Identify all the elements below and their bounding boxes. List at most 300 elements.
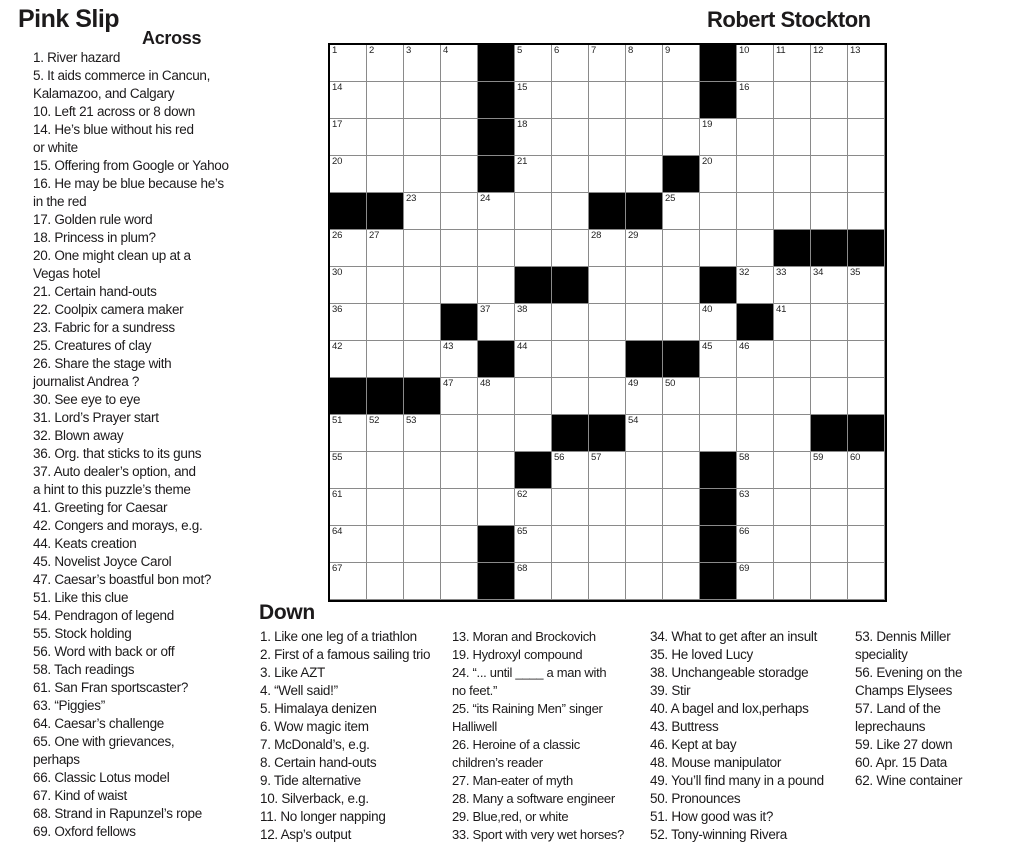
grid-cell[interactable]	[737, 267, 774, 304]
grid-cell[interactable]	[515, 230, 552, 267]
clue-line: 56. Evening on the	[855, 665, 963, 680]
clue-line: 25. Creatures of clay	[33, 338, 152, 353]
grid-cell[interactable]	[330, 156, 367, 193]
grid-cell-black	[848, 230, 885, 267]
clue-line: 50. Pronounces	[650, 791, 741, 806]
grid-cell[interactable]	[367, 452, 404, 489]
clue-line: 31. Lord’s Prayer start	[33, 410, 159, 425]
cell-number: 19	[702, 119, 713, 130]
grid-cell[interactable]	[515, 45, 552, 82]
grid-cell[interactable]	[515, 526, 552, 563]
grid-cell[interactable]	[589, 45, 626, 82]
grid-cell[interactable]	[700, 230, 737, 267]
clue-line: 26. Share the stage with	[33, 356, 172, 371]
grid-cell[interactable]	[811, 563, 848, 600]
clue-line: 21. Certain hand-outs	[33, 284, 157, 299]
grid-cell[interactable]	[663, 82, 700, 119]
grid-cell[interactable]	[404, 45, 441, 82]
grid-cell[interactable]	[663, 489, 700, 526]
grid-cell[interactable]	[330, 563, 367, 600]
grid-cell[interactable]	[626, 563, 663, 600]
grid-cell[interactable]	[737, 452, 774, 489]
grid-cell[interactable]	[663, 304, 700, 341]
grid-cell[interactable]	[811, 378, 848, 415]
grid-cell[interactable]	[737, 230, 774, 267]
cell-number: 42	[332, 341, 343, 352]
grid-cell[interactable]	[589, 230, 626, 267]
cell-number: 59	[813, 452, 824, 463]
grid-cell[interactable]	[404, 526, 441, 563]
cell-number: 48	[480, 378, 491, 389]
clue-line: 40. A bagel and lox,perhaps	[650, 701, 809, 716]
grid-cell[interactable]	[700, 119, 737, 156]
grid-cell[interactable]	[811, 304, 848, 341]
cell-number: 66	[739, 526, 750, 537]
grid-cell[interactable]	[737, 119, 774, 156]
grid-cell-black	[589, 415, 626, 452]
grid-cell[interactable]	[737, 489, 774, 526]
cell-number: 62	[517, 489, 528, 500]
grid-cell[interactable]	[515, 378, 552, 415]
grid-cell-black	[367, 193, 404, 230]
grid-cell[interactable]	[404, 452, 441, 489]
grid-cell[interactable]	[663, 193, 700, 230]
grid-cell-black	[700, 82, 737, 119]
cell-number: 18	[517, 119, 528, 130]
grid-cell[interactable]	[626, 526, 663, 563]
cell-number: 64	[332, 526, 343, 537]
cell-number: 54	[628, 415, 639, 426]
grid-cell[interactable]	[552, 230, 589, 267]
grid-cell[interactable]	[367, 415, 404, 452]
grid-cell[interactable]	[811, 489, 848, 526]
grid-cell[interactable]	[848, 156, 885, 193]
grid-cell[interactable]	[367, 45, 404, 82]
grid-cell[interactable]	[589, 341, 626, 378]
grid-cell[interactable]	[441, 45, 478, 82]
grid-cell[interactable]	[552, 526, 589, 563]
clue-line: 35. He loved Lucy	[650, 647, 753, 662]
grid-cell[interactable]	[626, 82, 663, 119]
grid-cell[interactable]	[552, 82, 589, 119]
cell-number: 60	[850, 452, 861, 463]
clue-line: 30. See eye to eye	[33, 392, 141, 407]
clue-line: 57. Land of the	[855, 701, 941, 716]
grid-cell[interactable]	[404, 341, 441, 378]
grid-cell[interactable]	[811, 452, 848, 489]
cell-number: 53	[406, 415, 417, 426]
grid-cell[interactable]	[552, 156, 589, 193]
clue-line: 27. Man-eater of myth	[452, 773, 573, 788]
clue-line: 54. Pendragon of legend	[33, 608, 174, 623]
grid-cell[interactable]	[811, 156, 848, 193]
grid-cell[interactable]	[330, 82, 367, 119]
grid-cell[interactable]	[774, 45, 811, 82]
grid-cell[interactable]	[811, 526, 848, 563]
grid-cell[interactable]	[404, 304, 441, 341]
grid-cell[interactable]	[663, 526, 700, 563]
grid-cell[interactable]	[330, 45, 367, 82]
cell-number: 14	[332, 82, 343, 93]
grid-cell[interactable]	[700, 304, 737, 341]
clue-line: 4. “Well said!”	[260, 683, 338, 698]
cell-number: 25	[665, 193, 676, 204]
cell-number: 40	[702, 304, 713, 315]
grid-cell[interactable]	[552, 304, 589, 341]
grid-cell[interactable]	[404, 267, 441, 304]
grid-cell[interactable]	[330, 489, 367, 526]
clue-line: 10. Left 21 across or 8 down	[33, 104, 195, 119]
cell-number: 63	[739, 489, 750, 500]
grid-cell[interactable]	[848, 341, 885, 378]
grid-cell[interactable]	[663, 378, 700, 415]
grid-cell[interactable]	[552, 193, 589, 230]
clue-line: 1. River hazard	[33, 50, 121, 65]
grid-cell[interactable]	[515, 119, 552, 156]
grid-cell-black	[330, 378, 367, 415]
clue-line: 25. “its Raining Men” singer	[452, 701, 603, 716]
cell-number: 33	[776, 267, 787, 278]
grid-cell[interactable]	[330, 452, 367, 489]
grid-cell[interactable]	[848, 526, 885, 563]
grid-cell[interactable]	[848, 563, 885, 600]
grid-cell[interactable]	[589, 563, 626, 600]
grid-cell[interactable]	[774, 267, 811, 304]
grid-cell[interactable]	[700, 378, 737, 415]
clue-line: 56. Word with back or off	[33, 644, 175, 659]
clue-line: 42. Congers and morays, e.g.	[33, 518, 203, 533]
grid-cell[interactable]	[774, 415, 811, 452]
grid-cell[interactable]	[737, 156, 774, 193]
grid-cell[interactable]	[330, 341, 367, 378]
clue-line: Kalamazoo, and Calgary	[33, 86, 175, 101]
grid-cell[interactable]	[737, 526, 774, 563]
grid-cell-black	[700, 489, 737, 526]
grid-cell[interactable]	[441, 230, 478, 267]
clue-line: 33. Sport with very wet horses?	[452, 827, 625, 842]
grid-cell[interactable]	[515, 563, 552, 600]
clue-line: 47. Caesar’s boastful bon mot?	[33, 572, 212, 587]
grid-cell[interactable]	[441, 193, 478, 230]
grid-cell[interactable]	[441, 452, 478, 489]
cell-number: 37	[480, 304, 491, 315]
grid-cell[interactable]	[441, 489, 478, 526]
grid-cell[interactable]	[774, 378, 811, 415]
grid-cell[interactable]	[478, 489, 515, 526]
grid-cell[interactable]	[700, 156, 737, 193]
grid-cell[interactable]	[848, 267, 885, 304]
cell-number: 69	[739, 563, 750, 574]
crossword-grid	[328, 43, 887, 602]
down-clues-column-4	[855, 628, 1020, 790]
down-heading: Down	[259, 601, 315, 624]
grid-cell[interactable]	[515, 304, 552, 341]
grid-cell[interactable]	[848, 452, 885, 489]
grid-cell[interactable]	[774, 119, 811, 156]
author-name: Robert Stockton	[707, 7, 871, 32]
grid-cell[interactable]	[478, 193, 515, 230]
clue-line: 49. You’ll find many in a pound	[650, 773, 824, 788]
grid-cell[interactable]	[552, 489, 589, 526]
grid-cell[interactable]	[774, 193, 811, 230]
grid-cell[interactable]	[737, 563, 774, 600]
cell-number: 20	[702, 156, 713, 167]
grid-cell[interactable]	[737, 45, 774, 82]
grid-cell[interactable]	[700, 415, 737, 452]
clue-line: Vegas hotel	[33, 266, 101, 281]
grid-cell[interactable]	[367, 82, 404, 119]
cell-number: 8	[628, 45, 634, 56]
grid-cell[interactable]	[737, 193, 774, 230]
grid-cell[interactable]	[330, 230, 367, 267]
clue-line: 11. No longer napping	[260, 809, 386, 824]
clue-line: 7. McDonald’s, e.g.	[260, 737, 370, 752]
grid-cell[interactable]	[441, 415, 478, 452]
grid-cell-black	[404, 378, 441, 415]
grid-cell[interactable]	[774, 452, 811, 489]
grid-cell[interactable]	[589, 452, 626, 489]
down-clues-column-3	[650, 628, 855, 844]
grid-cell[interactable]	[367, 156, 404, 193]
grid-cell[interactable]	[404, 489, 441, 526]
grid-cell[interactable]	[811, 267, 848, 304]
clue-line: 48. Mouse manipulator	[650, 755, 782, 770]
grid-cell[interactable]	[774, 82, 811, 119]
grid-cell[interactable]	[589, 304, 626, 341]
clue-line: 10. Silverback, e.g.	[260, 791, 369, 806]
grid-cell[interactable]	[737, 82, 774, 119]
cell-number: 21	[517, 156, 528, 167]
cell-number: 36	[332, 304, 343, 315]
cell-number: 9	[665, 45, 671, 56]
grid-cell[interactable]	[626, 45, 663, 82]
grid-cell[interactable]	[811, 119, 848, 156]
grid-cell[interactable]	[441, 267, 478, 304]
grid-cell[interactable]	[330, 526, 367, 563]
grid-cell[interactable]	[404, 82, 441, 119]
clue-line: 68. Strand in Rapunzel’s rope	[33, 806, 202, 821]
grid-cell[interactable]	[811, 341, 848, 378]
grid-cell-black	[515, 267, 552, 304]
grid-cell[interactable]	[626, 267, 663, 304]
grid-cell[interactable]	[848, 82, 885, 119]
clue-line: speciality	[855, 647, 908, 662]
grid-cell-black	[663, 156, 700, 193]
grid-cell[interactable]	[515, 415, 552, 452]
grid-cell[interactable]	[552, 378, 589, 415]
grid-cell[interactable]	[441, 563, 478, 600]
grid-cell[interactable]	[774, 156, 811, 193]
grid-cell[interactable]	[774, 341, 811, 378]
clue-line: 67. Kind of waist	[33, 788, 127, 803]
cell-number: 17	[332, 119, 343, 130]
grid-cell-black	[441, 304, 478, 341]
grid-cell[interactable]	[330, 267, 367, 304]
grid-cell[interactable]	[404, 563, 441, 600]
grid-cell[interactable]	[663, 563, 700, 600]
grid-cell[interactable]	[626, 230, 663, 267]
grid-cell[interactable]	[589, 267, 626, 304]
grid-cell[interactable]	[626, 489, 663, 526]
grid-cell-black	[700, 563, 737, 600]
grid-cell[interactable]	[367, 267, 404, 304]
clue-line: 55. Stock holding	[33, 626, 132, 641]
grid-cell[interactable]	[811, 45, 848, 82]
grid-cell[interactable]	[737, 341, 774, 378]
grid-cell-black	[515, 452, 552, 489]
grid-cell[interactable]	[330, 119, 367, 156]
grid-cell[interactable]	[552, 45, 589, 82]
cell-number: 34	[813, 267, 824, 278]
grid-cell[interactable]	[441, 156, 478, 193]
grid-cell[interactable]	[626, 156, 663, 193]
across-heading: Across	[142, 28, 202, 48]
grid-cell[interactable]	[404, 119, 441, 156]
grid-cell[interactable]	[663, 119, 700, 156]
grid-cell[interactable]	[589, 119, 626, 156]
clue-line: 23. Fabric for a sundress	[33, 320, 175, 335]
clue-line: journalist Andrea ?	[33, 374, 140, 389]
grid-cell-black	[552, 415, 589, 452]
cell-number: 58	[739, 452, 750, 463]
clue-line: Halliwell	[452, 719, 497, 734]
grid-cell[interactable]	[552, 119, 589, 156]
clue-line: 20. One might clean up at a	[33, 248, 191, 263]
grid-cell[interactable]	[515, 489, 552, 526]
grid-cell[interactable]	[515, 193, 552, 230]
grid-cell[interactable]	[700, 193, 737, 230]
grid-cell[interactable]	[663, 45, 700, 82]
grid-cell[interactable]	[367, 489, 404, 526]
grid-cell[interactable]	[811, 82, 848, 119]
grid-cell[interactable]	[478, 415, 515, 452]
clue-line: 46. Kept at bay	[650, 737, 737, 752]
grid-cell[interactable]	[367, 563, 404, 600]
grid-cell[interactable]	[404, 415, 441, 452]
grid-cell[interactable]	[848, 193, 885, 230]
grid-cell[interactable]	[848, 378, 885, 415]
cell-number: 28	[591, 230, 602, 241]
cell-number: 52	[369, 415, 380, 426]
grid-cell[interactable]	[367, 230, 404, 267]
grid-cell[interactable]	[367, 526, 404, 563]
grid-cell[interactable]	[552, 341, 589, 378]
clue-line: 61. San Fran sportscaster?	[33, 680, 189, 695]
grid-cell[interactable]	[478, 452, 515, 489]
grid-cell[interactable]	[404, 156, 441, 193]
grid-cell[interactable]	[404, 193, 441, 230]
grid-cell[interactable]	[404, 230, 441, 267]
grid-cell[interactable]	[589, 82, 626, 119]
grid-cell[interactable]	[848, 119, 885, 156]
grid-cell[interactable]	[848, 45, 885, 82]
grid-cell[interactable]	[626, 378, 663, 415]
grid-cell[interactable]	[848, 489, 885, 526]
clue-line: 64. Caesar’s challenge	[33, 716, 164, 731]
grid-cell[interactable]	[848, 304, 885, 341]
grid-cell[interactable]	[589, 378, 626, 415]
clue-line: 51. Like this clue	[33, 590, 129, 605]
grid-cell[interactable]	[626, 119, 663, 156]
grid-cell[interactable]	[441, 341, 478, 378]
grid-cell[interactable]	[441, 526, 478, 563]
grid-cell[interactable]	[441, 378, 478, 415]
grid-cell[interactable]	[478, 267, 515, 304]
grid-cell[interactable]	[515, 156, 552, 193]
clue-line: 5. It aids commerce in Cancun,	[33, 68, 211, 83]
grid-cell[interactable]	[663, 230, 700, 267]
grid-cell[interactable]	[589, 489, 626, 526]
grid-cell[interactable]	[367, 119, 404, 156]
cell-number: 1	[332, 45, 338, 56]
grid-cell[interactable]	[774, 489, 811, 526]
cell-number: 23	[406, 193, 417, 204]
clue-line: 5. Himalaya denizen	[260, 701, 377, 716]
grid-cell[interactable]	[478, 378, 515, 415]
grid-cell[interactable]	[626, 415, 663, 452]
grid-cell[interactable]	[515, 341, 552, 378]
cell-number: 20	[332, 156, 343, 167]
grid-cell[interactable]	[737, 378, 774, 415]
clue-line: 8. Certain hand-outs	[260, 755, 377, 770]
grid-cell[interactable]	[441, 119, 478, 156]
down-clues-column-1	[260, 628, 452, 844]
grid-cell[interactable]	[626, 304, 663, 341]
grid-cell-black	[700, 267, 737, 304]
grid-cell[interactable]	[478, 304, 515, 341]
grid-cell[interactable]	[774, 526, 811, 563]
clue-line: Champs Elysees	[855, 683, 953, 698]
grid-cell[interactable]	[774, 304, 811, 341]
grid-cell[interactable]	[552, 452, 589, 489]
grid-cell[interactable]	[367, 304, 404, 341]
grid-cell-black	[774, 230, 811, 267]
grid-cell[interactable]	[589, 156, 626, 193]
grid-cell[interactable]	[626, 452, 663, 489]
grid-cell[interactable]	[330, 304, 367, 341]
grid-cell[interactable]	[589, 526, 626, 563]
grid-cell[interactable]	[774, 563, 811, 600]
grid-cell[interactable]	[700, 341, 737, 378]
grid-cell[interactable]	[478, 230, 515, 267]
grid-cell[interactable]	[552, 563, 589, 600]
clue-line: 38. Unchangeable storadge	[650, 665, 809, 680]
grid-cell[interactable]	[663, 415, 700, 452]
grid-cell[interactable]	[330, 415, 367, 452]
grid-cell-black	[700, 45, 737, 82]
clue-line: 29. Blue,red, or white	[452, 809, 569, 824]
clue-line: 44. Keats creation	[33, 536, 137, 551]
grid-cell[interactable]	[441, 82, 478, 119]
cell-number: 45	[702, 341, 713, 352]
grid-cell-black	[478, 156, 515, 193]
cell-number: 55	[332, 452, 343, 463]
cell-number: 29	[628, 230, 639, 241]
cell-number: 11	[776, 45, 786, 56]
cell-number: 35	[850, 267, 861, 278]
clue-line: 9. Tide alternative	[260, 773, 361, 788]
grid-cell[interactable]	[515, 82, 552, 119]
grid-cell-black	[478, 526, 515, 563]
grid-cell[interactable]	[811, 193, 848, 230]
grid-cell[interactable]	[367, 341, 404, 378]
grid-cell[interactable]	[663, 267, 700, 304]
clue-line: 22. Coolpix camera maker	[33, 302, 184, 317]
grid-cell[interactable]	[663, 452, 700, 489]
clue-line: 51. How good was it?	[650, 809, 774, 824]
grid-cell[interactable]	[737, 415, 774, 452]
cell-number: 67	[332, 563, 343, 574]
